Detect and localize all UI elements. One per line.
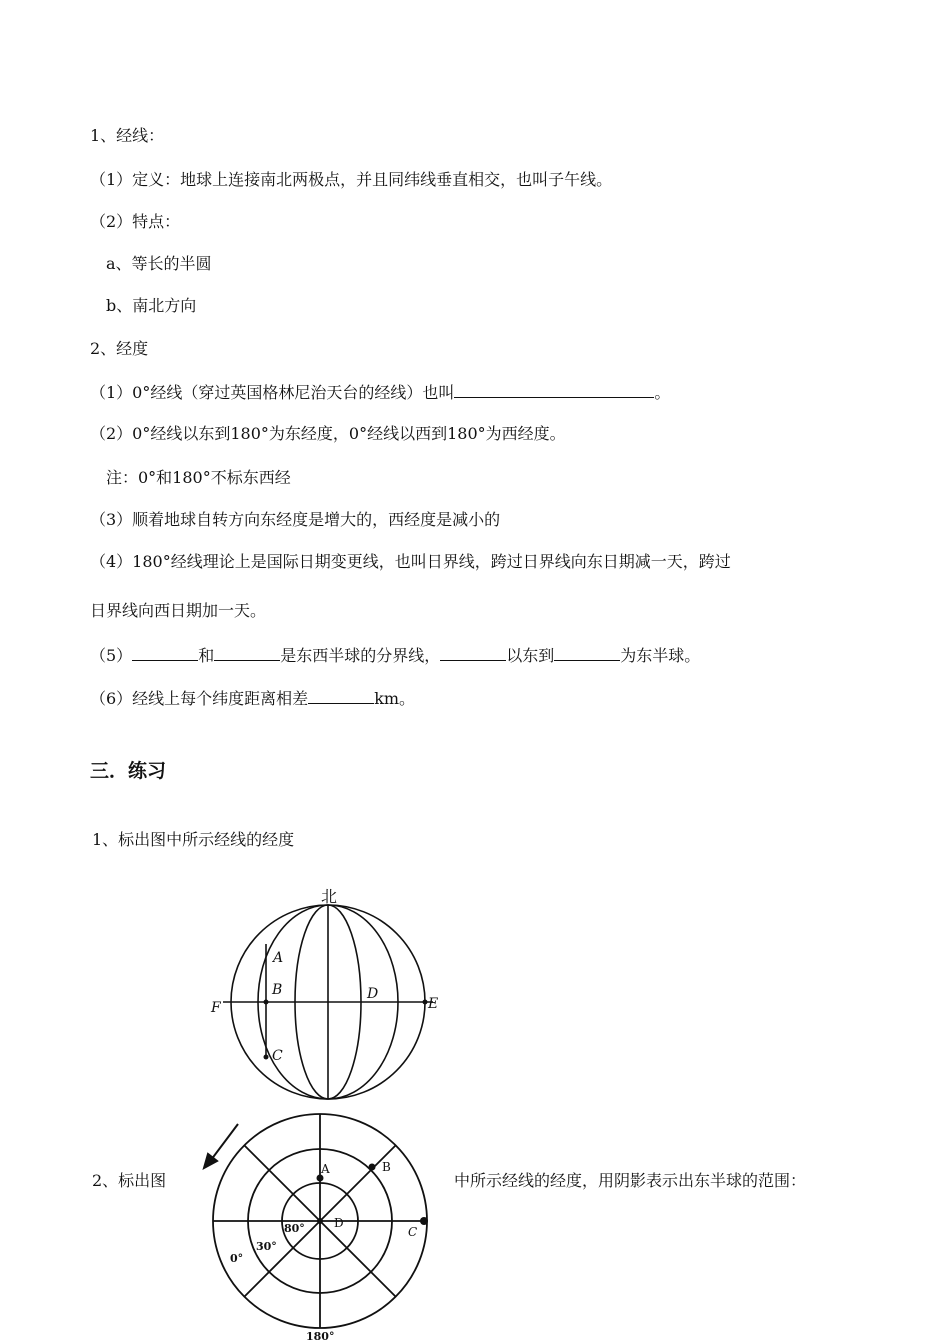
blank-divider-2[interactable]	[214, 644, 280, 661]
blank-east-end[interactable]	[554, 644, 620, 661]
practice-q1: 1、标出图中所示经线的经度	[92, 830, 295, 849]
sec2-title: 2、经度	[90, 339, 149, 358]
polar-label-c: C	[408, 1225, 418, 1239]
label-a: A	[273, 950, 284, 966]
polar-view-figure	[200, 1108, 445, 1342]
sec1-title: 1、经线：	[90, 126, 165, 145]
sec2-item1-end: 。	[654, 383, 671, 402]
sec2-item5-mid: 是东西半球的分界线，	[280, 646, 441, 665]
sec2-item4b: 日界线向西日期加一天。	[90, 601, 267, 620]
label-d: D	[367, 986, 379, 1002]
label-e: E	[428, 996, 439, 1012]
practice-heading: 三．练习	[90, 760, 167, 782]
polar-label-d: D	[334, 1216, 344, 1230]
sec2-item5-prefix: （5）	[90, 646, 133, 665]
blank-east-start[interactable]	[440, 644, 506, 661]
sec2-item2: （2）0°经线以东到180°为东经度，0°经线以西到180°为西经度。	[90, 424, 566, 443]
sec2-item3: （3）顺着地球自转方向东经度是增大的，西经度是减小的	[90, 510, 501, 529]
practice-q2-suffix: 中所示经线的经度，用阴影表示出东半球的范围：	[454, 1171, 807, 1190]
sec2-item4a: （4）180°经线理论上是国际日期变更线，也叫日界线，跨过日界线向东日期减一天，跨过	[90, 552, 731, 571]
polar-label-a: A	[321, 1162, 330, 1176]
sec2-item1-text: （1）0°经线（穿过英国格林尼治天台的经线）也叫	[90, 383, 455, 402]
sec1-definition: （1）定义：地球上连接南北两极点，并且同纬线垂直相交，也叫子午线。	[90, 170, 613, 189]
label-80: 80°	[284, 1222, 305, 1235]
sec1-feature-a: a、等长的半圆	[106, 254, 212, 273]
sec2-item5-east: 以东到	[506, 646, 555, 665]
sec2-item1	[90, 381, 670, 403]
practice-q2-prefix: 2、标出图	[92, 1171, 167, 1190]
blank-prime-meridian[interactable]	[454, 381, 654, 398]
label-b: B	[272, 982, 283, 998]
label-30: 30°	[256, 1240, 277, 1253]
sec2-item6-text: （6）经线上每个纬度距离相差	[90, 689, 309, 708]
sec2-item6	[90, 687, 415, 709]
sec2-item5-end: 为东半球。	[620, 646, 701, 665]
sec1-features: （2）特点：	[90, 212, 181, 231]
sec2-item5	[90, 644, 700, 666]
sec2-note: 注：0°和180°不标东西经	[106, 468, 291, 487]
sec1-feature-b: b、南北方向	[106, 296, 197, 315]
sec2-item5-and: 和	[198, 646, 215, 665]
sec2-item6-unit: km。	[374, 689, 416, 708]
blank-latitude-distance[interactable]	[308, 687, 374, 704]
polar-label-b: B	[382, 1160, 391, 1174]
north-label: 北	[321, 887, 338, 906]
label-0: 0°	[230, 1252, 244, 1265]
label-c: C	[272, 1048, 283, 1064]
blank-divider-1[interactable]	[132, 644, 198, 661]
label-f: F	[211, 1000, 221, 1016]
label-180: 180°	[306, 1330, 335, 1342]
globe-meridian-figure	[205, 882, 450, 1110]
